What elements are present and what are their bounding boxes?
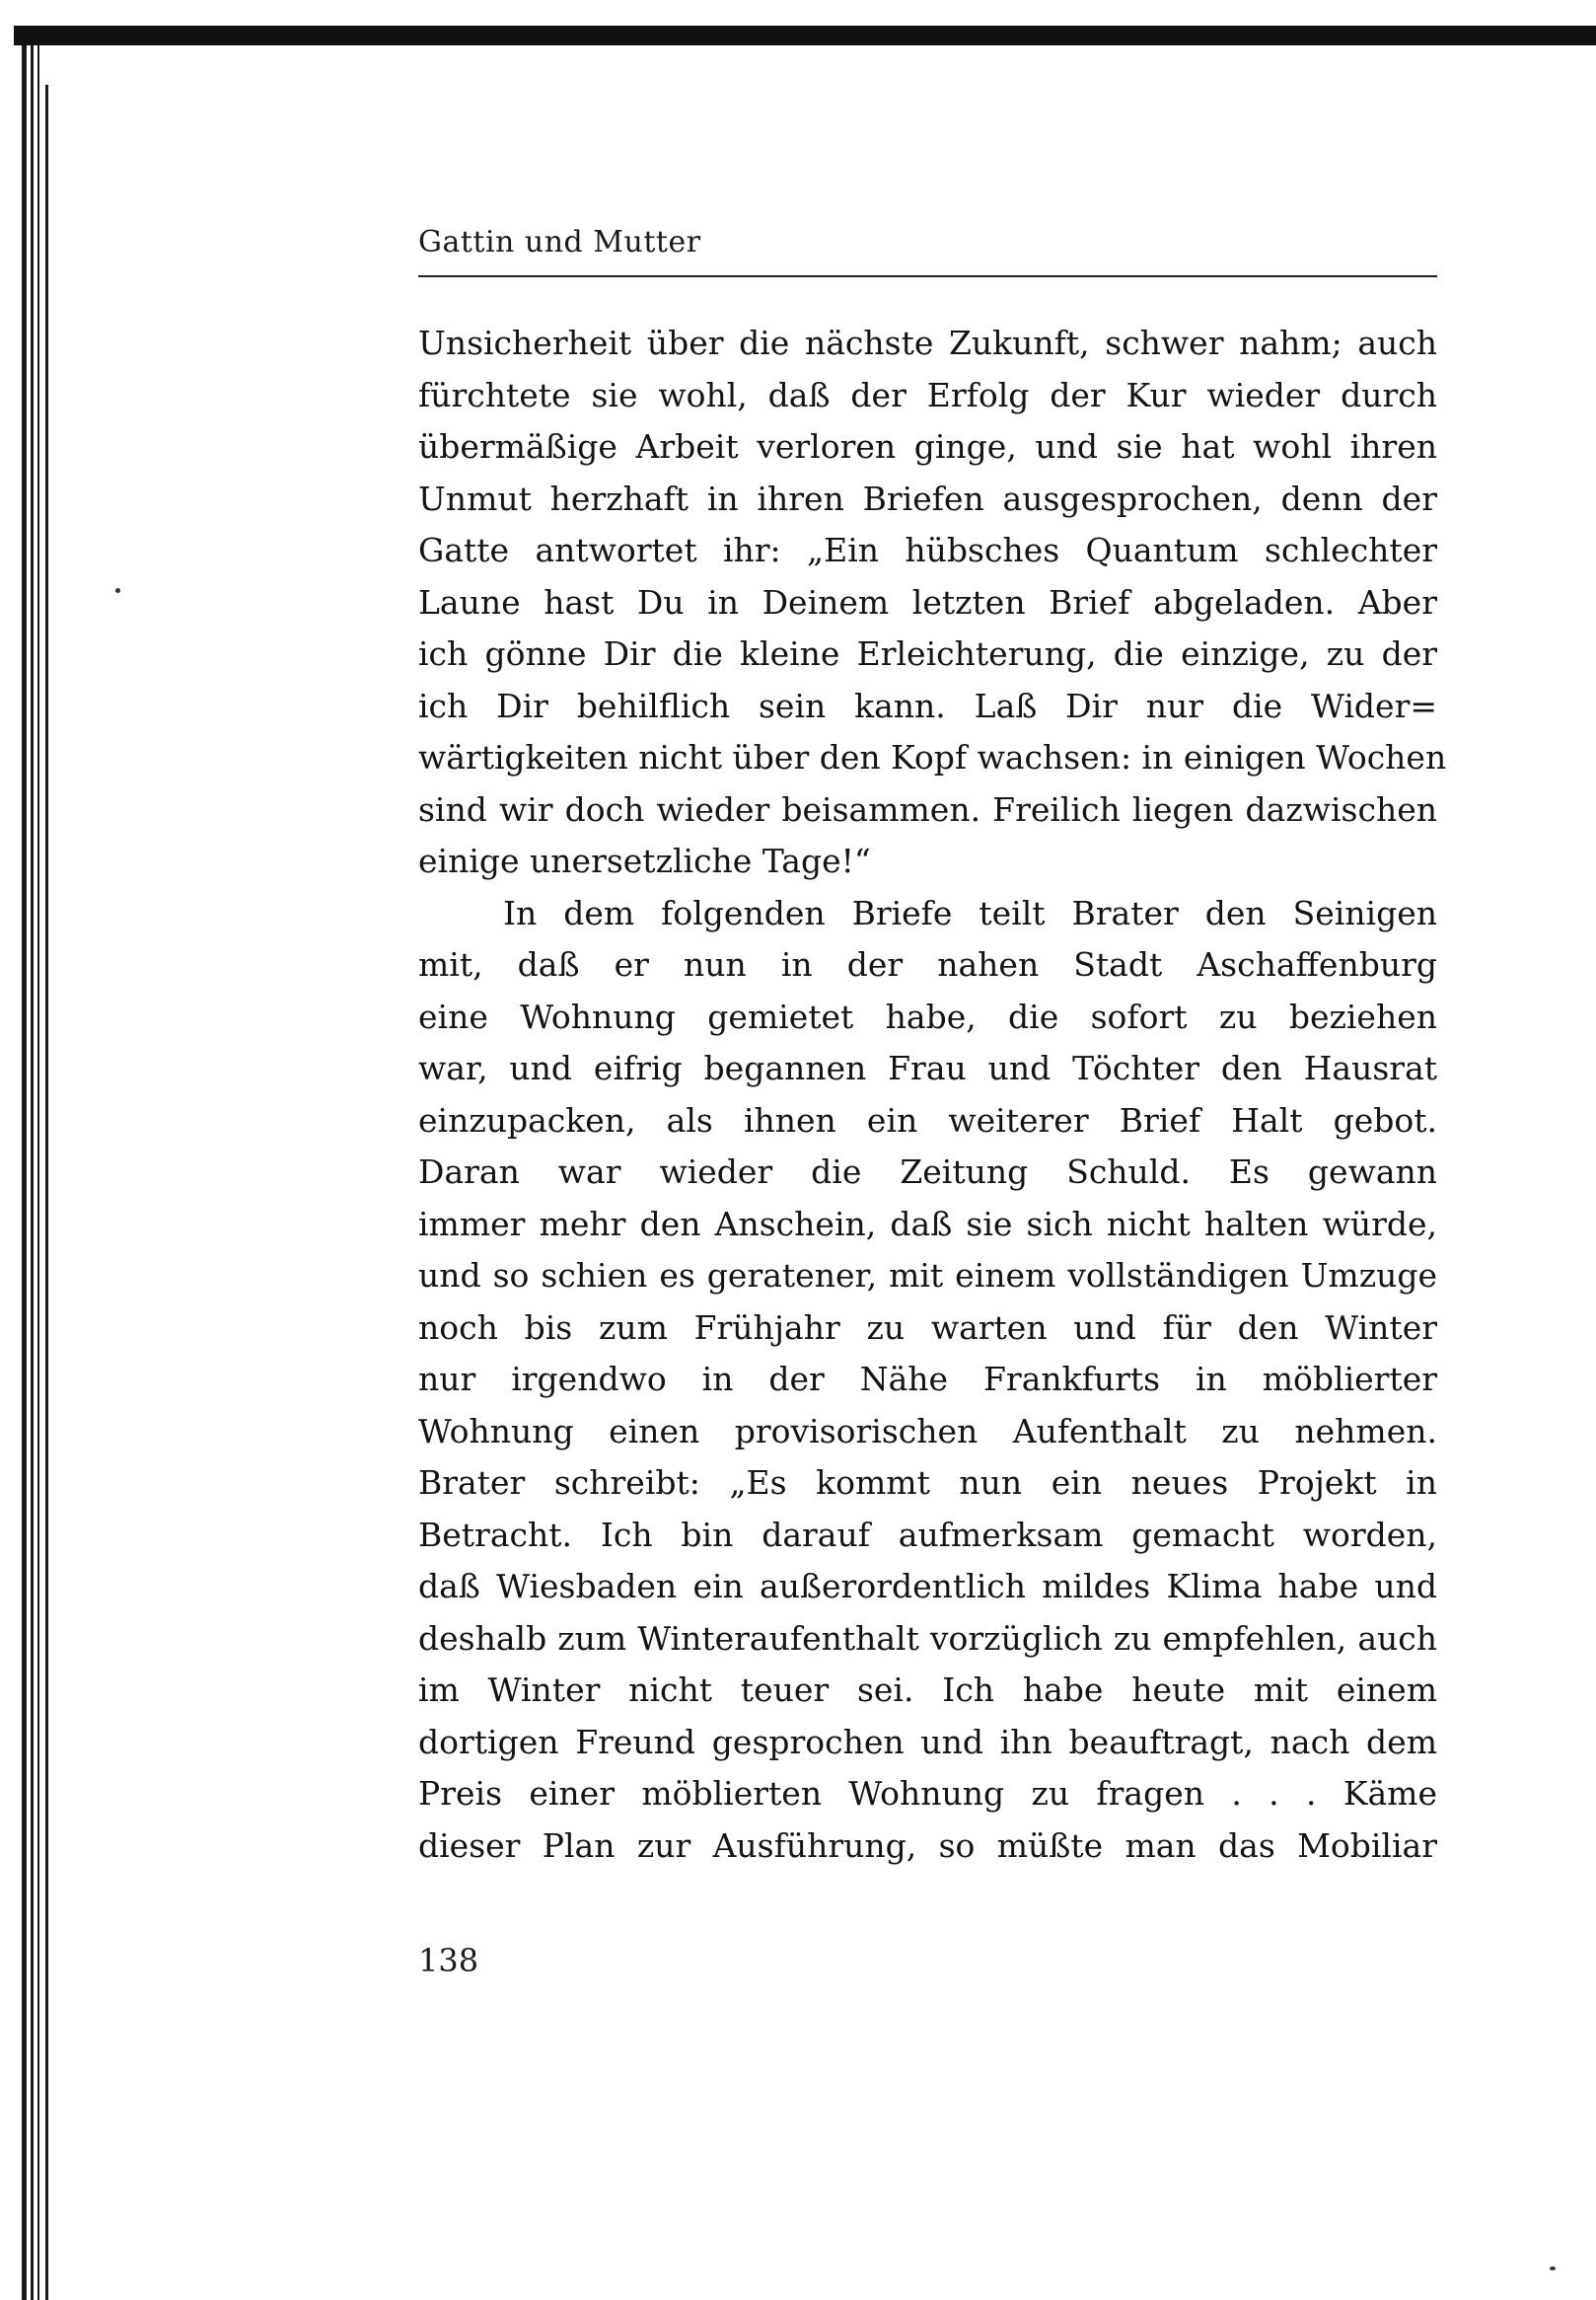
text-line: immer mehr den Anschein, daß sie sich nicht halten würde, xyxy=(418,1204,1437,1243)
text-line: Betracht. Ich bin darauf aufmerksam gemacht worden, xyxy=(418,1515,1437,1554)
text-line: Laune hast Du in Deinem letzten Brief abgeladen. Aber xyxy=(418,582,1437,622)
scan-speck xyxy=(1550,2266,1556,2270)
text-line: einige unersetzliche Tage!“ xyxy=(418,842,871,880)
running-title: Gattin und Mutter xyxy=(418,225,701,260)
text-line: Gatte antwortet ihr: „Ein hübsches Quantum schlechter xyxy=(418,531,1437,569)
text-line: In dem folgenden Briefe teilt Brater den Seinigen xyxy=(503,893,1437,932)
book-binding-edge xyxy=(22,45,81,2300)
text-line: dieser Plan zur Ausführung, so müßte man das Mobiliar xyxy=(418,1825,1437,1865)
text-line: noch bis zum Frühjahr zu warten und für den Winter xyxy=(418,1307,1437,1347)
text-line: wärtigkeiten nicht über den Kopf wachsen: in einigen Wochen xyxy=(418,738,1447,777)
text-line: Brater schreibt: „Es kommt nun ein neues Projekt in xyxy=(418,1463,1437,1502)
text-line: eine Wohnung gemietet habe, die sofort zu beziehen xyxy=(418,997,1437,1036)
text-line: fürchtete sie wohl, daß der Erfolg der Kur wieder durch xyxy=(418,375,1437,414)
body-text xyxy=(418,318,1447,1872)
text-line: Wohnung einen provisorischen Aufenthalt zu nehmen. xyxy=(418,1411,1437,1450)
page-number: 138 xyxy=(418,1942,479,1979)
text-line: im Winter nicht teuer sei. Ich habe heute mit einem xyxy=(418,1670,1437,1709)
text-line: Unsicherheit über die nächste Zukunft, schwer nahm; auch xyxy=(418,324,1437,362)
text-line: ich gönne Dir die kleine Erleichterung, die einzige, zu der xyxy=(418,634,1437,673)
text-line: nur irgendwo in der Nähe Frankfurts in möblierter xyxy=(418,1360,1437,1398)
header-rule xyxy=(418,275,1437,277)
text-line: war, und eifrig begannen Frau und Töchter den Hausrat xyxy=(418,1049,1437,1087)
text-line: ich Dir behilflich sein kann. Laß Dir nur die Wider= xyxy=(418,686,1437,725)
text-line: Unmut herzhaft in ihren Briefen ausgesprochen, denn der xyxy=(418,479,1437,518)
text-line: deshalb zum Winteraufenthalt vorzüglich zu empfehlen, auch xyxy=(418,1618,1437,1658)
text-line: und so schien es geratener, mit einem vollständigen Umzuge xyxy=(418,1256,1437,1295)
text-line: dortigen Freund gesprochen und ihn beauftragt, nach dem xyxy=(418,1722,1437,1761)
top-scan-border xyxy=(14,26,1596,45)
text-line: übermäßige Arbeit verloren ginge, und sie hat wohl ihren xyxy=(418,427,1437,466)
scan-speck xyxy=(115,588,120,593)
text-line: mit, daß er nun in der nahen Stadt Aschaffenburg xyxy=(418,945,1437,984)
text-line: einzupacken, als ihnen ein weiterer Brief Halt gebot. xyxy=(418,1100,1437,1140)
text-line: sind wir doch wieder beisammen. Freilich liegen dazwischen xyxy=(418,789,1437,829)
text-line: Preis einer möblierten Wohnung zu fragen . . . Käme xyxy=(418,1774,1437,1813)
text-line: daß Wiesbaden ein außerordentlich mildes Klima habe und xyxy=(418,1567,1437,1605)
text-line: Daran war wieder die Zeitung Schuld. Es gewann xyxy=(418,1152,1437,1191)
